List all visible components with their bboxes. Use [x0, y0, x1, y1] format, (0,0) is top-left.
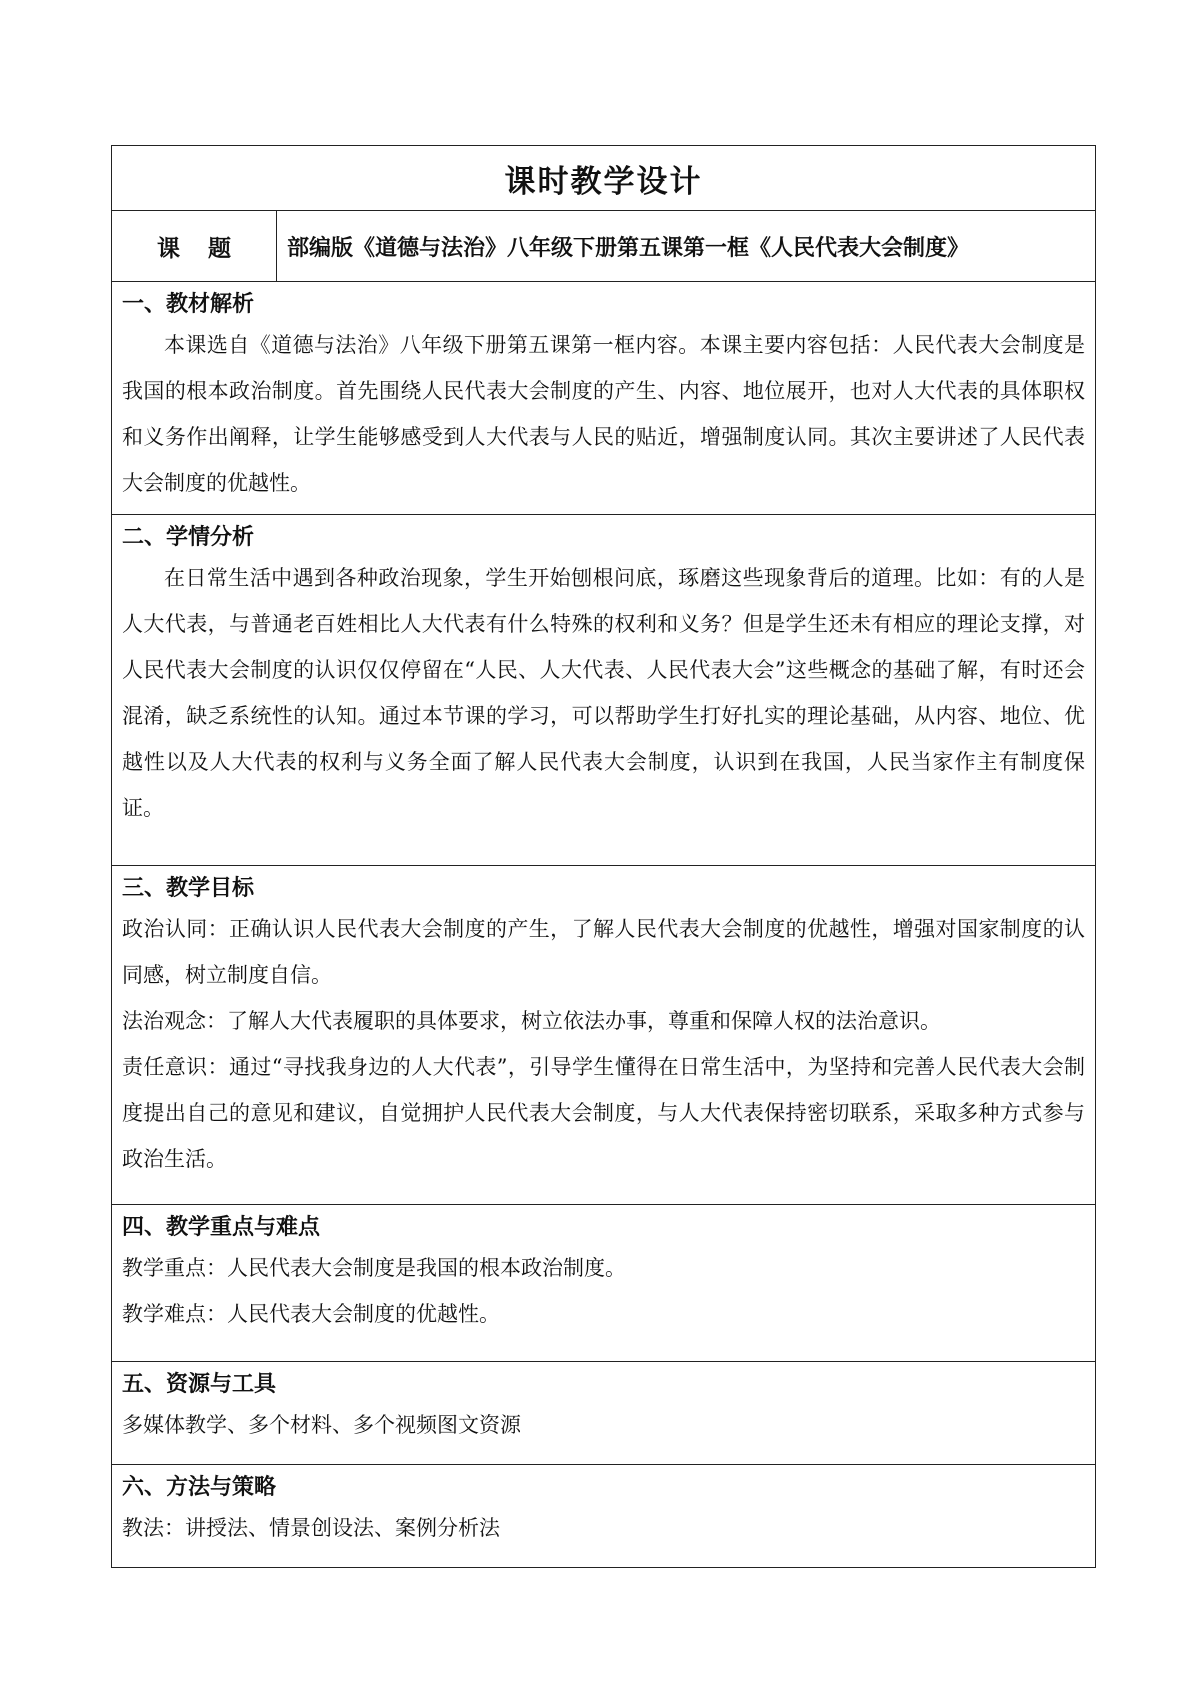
- section-heading: 六、方法与策略: [122, 1475, 277, 1500]
- section-textbook-analysis: [112, 282, 1096, 515]
- teaching-focus: 教学重点：人民代表大会制度是我国的根本政治制度。: [122, 1256, 626, 1280]
- resources-text: 多媒体教学、多个材料、多个视频图文资源: [122, 1413, 521, 1437]
- document-title: 课时教学设计: [112, 146, 1096, 211]
- section-heading: 五、资源与工具: [122, 1372, 277, 1397]
- section-resources: [112, 1362, 1096, 1465]
- goal-rule-of-law: 法治观念：了解人大代表履职的具体要求，树立依法办事，尊重和保障人权的法治意识。: [122, 1009, 941, 1033]
- section-heading: 二、学情分析: [122, 525, 255, 550]
- teaching-difficulty: 教学难点：人民代表大会制度的优越性。: [122, 1302, 500, 1326]
- section-heading: 三、教学目标: [122, 876, 255, 901]
- section-methods: [112, 1465, 1096, 1568]
- section-heading: 一、教材解析: [122, 292, 255, 317]
- section-student-analysis: [112, 515, 1096, 866]
- topic-label: 课 题: [112, 211, 277, 282]
- section-heading: 四、教学重点与难点: [122, 1215, 321, 1240]
- methods-text: 教法：讲授法、情景创设法、案例分析法: [122, 1516, 500, 1540]
- topic-value: 部编版《道德与法治》八年级下册第五课第一框《人民代表大会制度》: [277, 211, 1096, 282]
- section-paragraph: 本课选自《道德与法治》八年级下册第五课第一框内容。本课主要内容包括：人民代表大会制度是我国的根本政治制度。首先围绕人民代表大会制度的产生、内容、地位展开，也对人大代表的具体职权和义务作出阐释，让学生能够感受到人大代表与人民的贴近，增强制度认同。其次主要讲述了人民代表大会制度的优越性。: [122, 333, 1085, 495]
- section-key-points: [112, 1205, 1096, 1362]
- lesson-design-sheet: [111, 145, 1095, 1568]
- lesson-design-table: [111, 145, 1096, 1568]
- goal-political-identity: 政治认同：正确认识人民代表大会制度的产生，了解人民代表大会制度的优越性，增强对国家制度的认同感，树立制度自信。: [122, 917, 1085, 987]
- section-paragraph: 在日常生活中遇到各种政治现象，学生开始刨根问底，琢磨这些现象背后的道理。比如：有的人是人大代表，与普通老百姓相比人大代表有什么特殊的权利和义务？但是学生还未有相应的理论支撑，对人民代表大会制度的认识仅仅停留在“人民、人大代表、人民代表大会”这些概念的基础了解，有时还会混淆，缺乏系统性的认知。通过本节课的学习，可以帮助学生打好扎实的理论基础，从内容、地位、优越性以及人大代表的权利与义务全面了解人民代表大会制度，认识到在我国，人民当家作主有制度保证。: [122, 566, 1085, 820]
- goal-responsibility: 责任意识：通过“寻找我身边的人大代表”，引导学生懂得在日常生活中，为坚持和完善人民代表大会制度提出自己的意见和建议，自觉拥护人民代表大会制度，与人大代表保持密切联系，采取多种方式参与政治生活。: [122, 1055, 1085, 1171]
- section-teaching-goals: [112, 866, 1096, 1205]
